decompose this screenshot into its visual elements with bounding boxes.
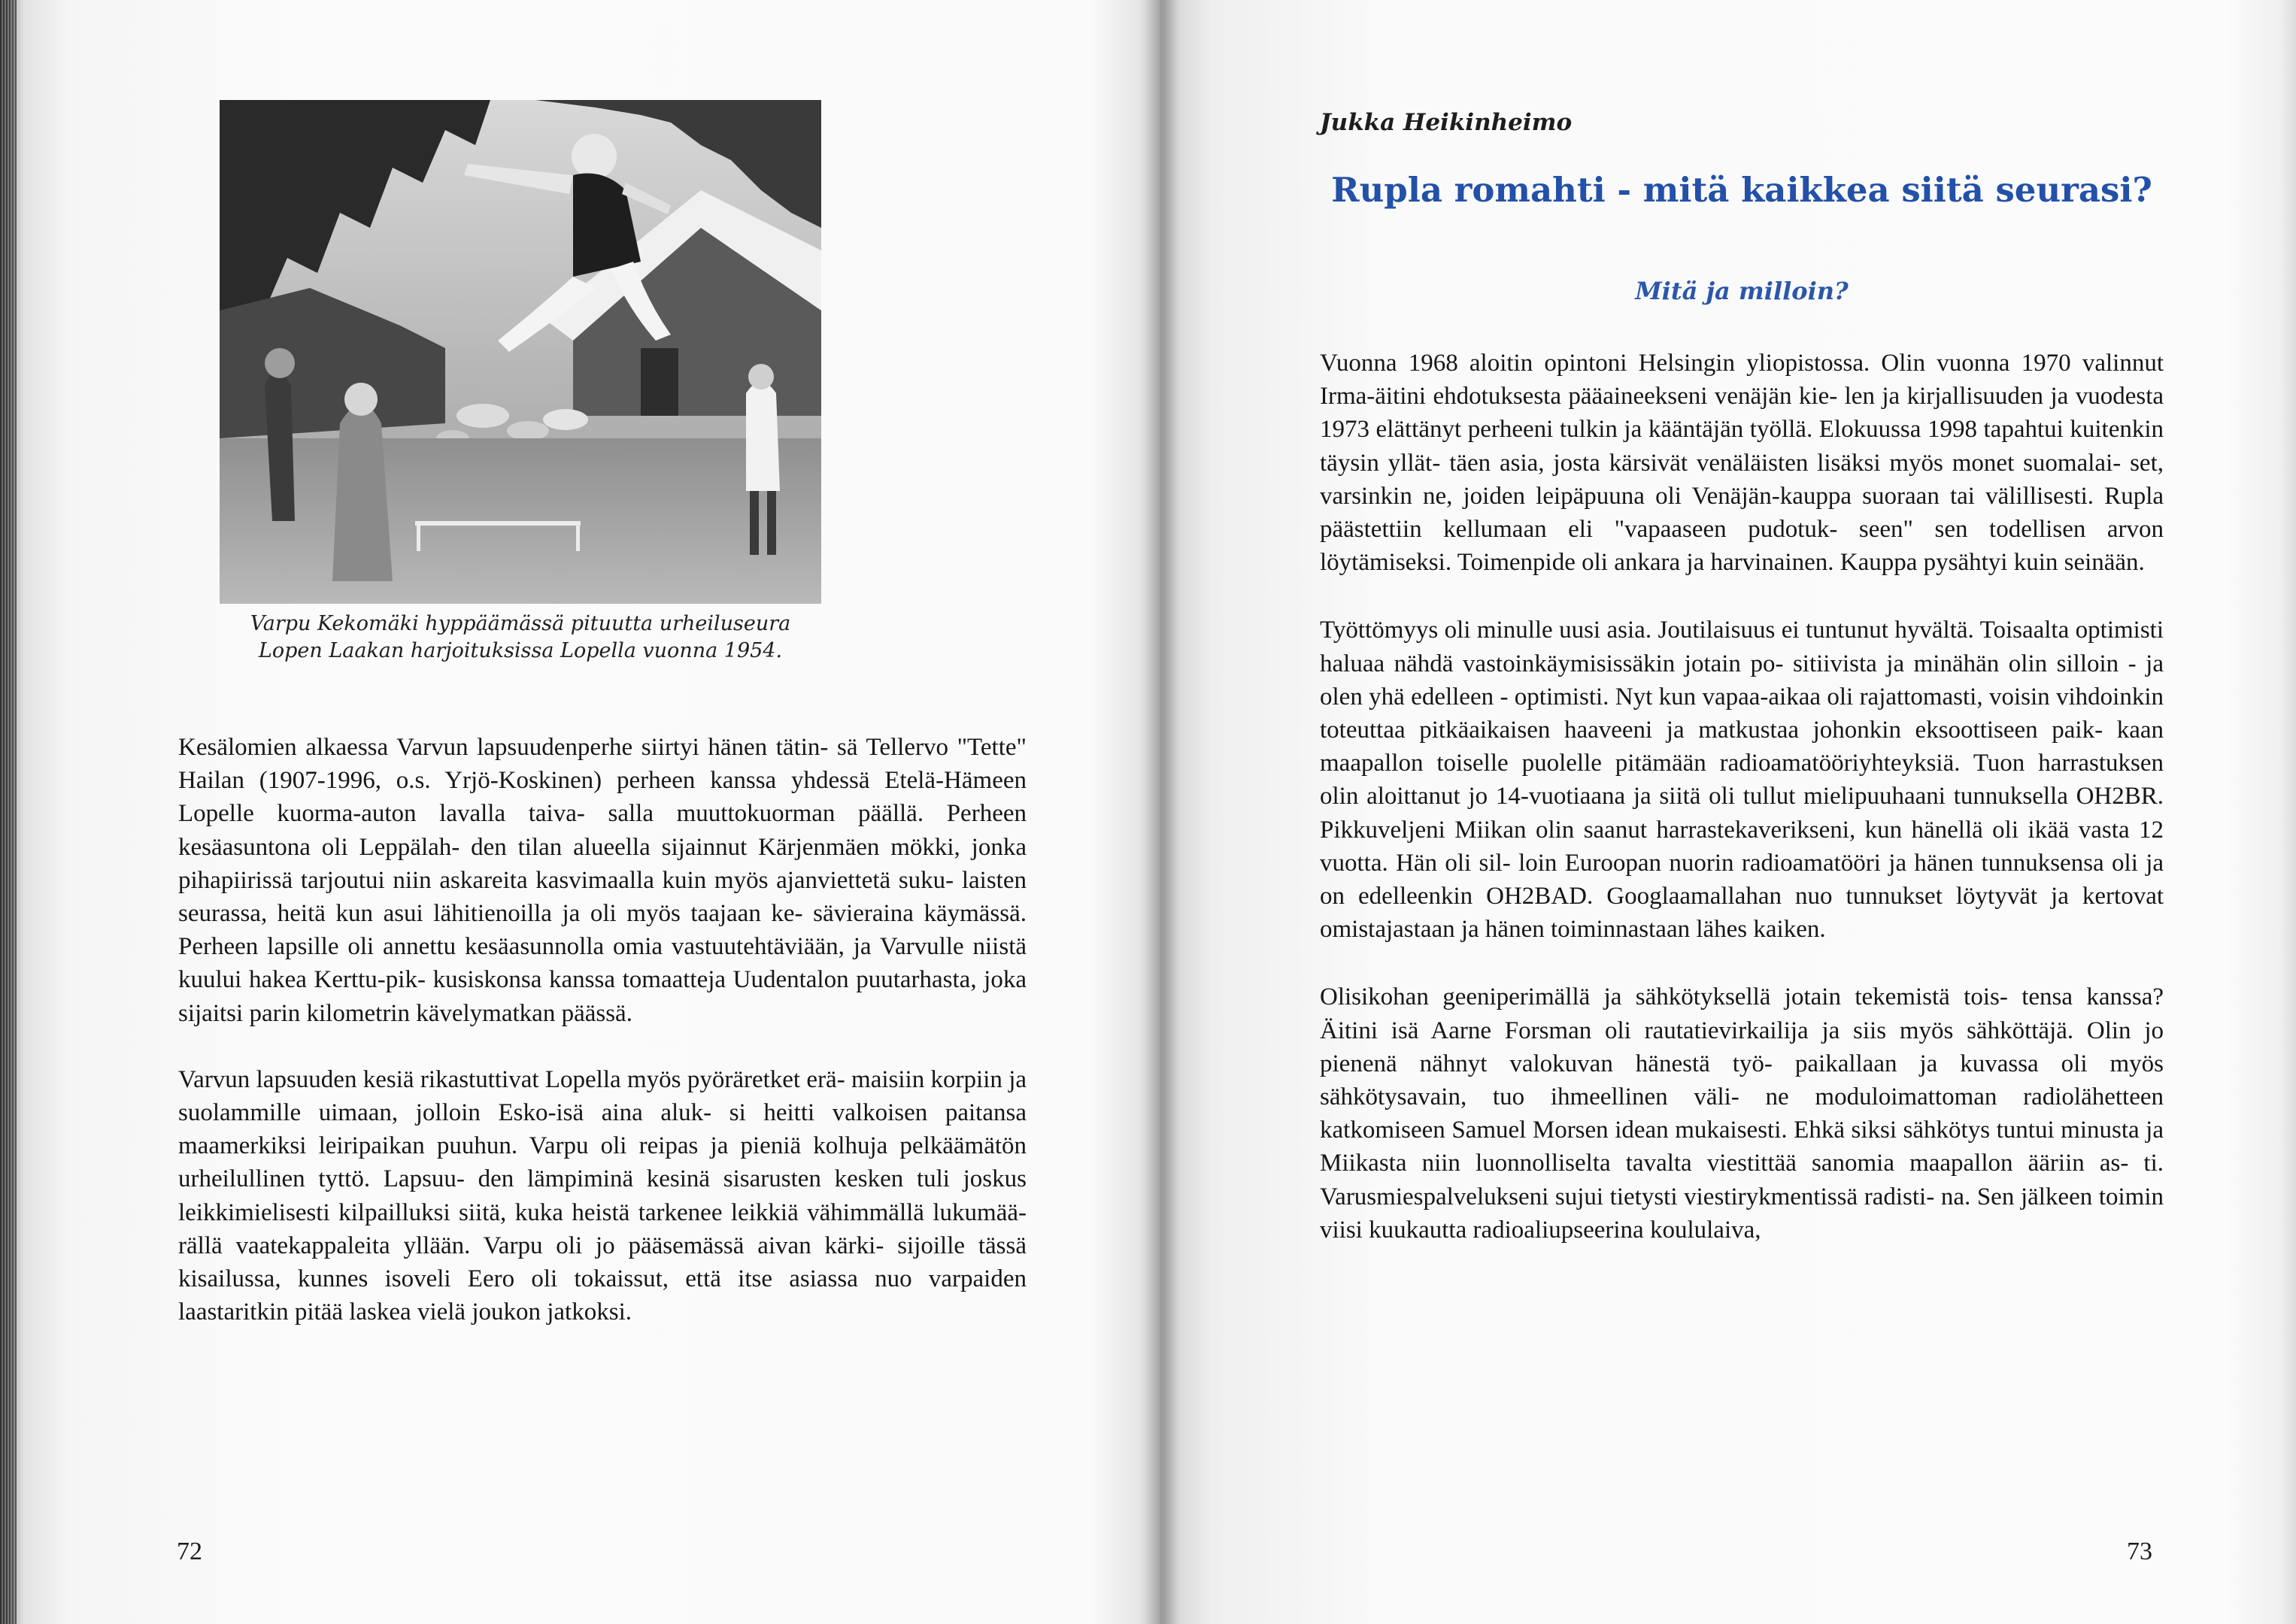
paragraph	[178, 731, 1027, 1030]
text-line: den lämpiminä kesinä sisarusten kesken tuli joskus leikkimielisesti	[178, 1165, 1027, 1226]
text-line: Nyt kun vapaa-aikaa oli rajattomasti, voisin vihdoinkin toteuttaa	[1320, 683, 2164, 744]
chapter-title: Rupla romahti - mitä kaikkea siitä seurasi?	[1331, 170, 2152, 210]
paragraph	[1320, 347, 2164, 579]
text-line: laisten seurassa, heitä kun asui lähitienoilla ja oli myös taajaan ke-	[178, 866, 1027, 928]
section-subtitle: Mitä ja milloin?	[1635, 277, 1849, 305]
text-line: kilpailluksi siitä, kuka heistä tarkenee leikkiä vähimmällä lukumää-	[338, 1198, 1027, 1226]
author-name: Jukka Heikinheimo	[1320, 109, 1573, 136]
text-line: seen" sen todellisen arvon löytämiseksi. Toimenpide oli ankara ja	[1320, 516, 2164, 577]
text-line: sijoille tässä kisailussa, kunnes isoveli Eero oli tokaissut, että itse	[178, 1232, 1027, 1293]
text-line: niin luonnolliselta tavalta viestittää sanomia maapallon ääriin as-	[1421, 1150, 2129, 1177]
text-line: asiassa nuo varpaiden laastaritkin pitää laskea vielä joukon jatkoksi.	[178, 1265, 1027, 1326]
text-line: edelleenkin OH2BAD. Googlaamallahan nuo tunnukset löytyvät ja	[1358, 883, 2069, 910]
text-line: 1970 valinnut Irma-äitini ehdotuksesta pääaineekseni venäjän kie-	[1320, 350, 2164, 411]
text-line: sitiivista ja minähän olin silloin - ja olen yhä edelleen - optimisti.	[1320, 650, 2164, 710]
text-line: Tuon harrastuksen olin aloittanut jo 14-vuotiaana ja siitä oli tullut	[1320, 750, 2164, 810]
left-page-text	[178, 731, 1027, 1329]
text-line: mielipuuhaani tunnuksella OH2BR. Pikkuveljeni Miikan olin saanut	[1320, 783, 2164, 844]
text-line: kaan maapallon toiselle puolelle pitämään radioamatööriyhteyksiä.	[1320, 717, 2164, 777]
page-number: 72	[177, 1538, 202, 1565]
text-line: kanssa yhdessä Etelä-Hämeen Lopelle kuorma-auton lavalla taiva-	[178, 767, 1027, 828]
text-line: Työttömyys oli minulle uusi asia. Joutilaisuus ei tuntunut hyvältä.	[1320, 617, 1974, 644]
text-line: maisiin korpiin ja suolammille uimaan, jolloin Esko-isä aina aluk-	[178, 1065, 1027, 1127]
text-line: tai välillisesti. Rupla päästettiin kellumaan eli "vapaaseen pudotuk-	[1320, 482, 2164, 544]
text-line: Toisaalta optimisti haluaa nähdä vastoinkäymisissäkin jotain po-	[1320, 617, 2164, 677]
text-line: len ja kirjallisuuden ja vuodesta 1973 elättänyt perheeni tulkin ja	[1320, 383, 2164, 444]
caption-line: Varpu Kekomäki hyppäämässä pituutta urheiluseura	[250, 612, 791, 635]
text-line: tensa kanssa? Äitini isä Aarne Forsman oli rautatievirkailija ja siis	[1320, 983, 2164, 1044]
text-line: ne moduloimattoman radiolähetteen katkomiseen Samuel Morsen	[1320, 1083, 2164, 1144]
text-line: harrastekaverikseni, kun hänellä oli ikää vasta 12 vuotta. Hän oli sil-	[1320, 816, 2164, 877]
text-line: Varvun lapsuuden kesiä rikastuttivat Lopella myös pyöräretket erä-	[178, 1065, 845, 1093]
text-line: set, varsinkin ne, joiden leipäpuuna oli Venäjän-kauppa suoraan	[1320, 449, 2164, 510]
text-line: paikallaan ja kuvassa oli myös sähkötysavain, tuo ihmeellinen väli-	[1320, 1050, 2164, 1111]
text-line: sävieraina käymässä. Perheen lapsille oli annettu kesäasunnolla	[178, 900, 1027, 961]
text-line: rällä vaatekappaleita yllään. Varpu oli jo pääsemässä aivan kärki-	[178, 1232, 884, 1259]
right-page-text	[1320, 347, 2164, 1247]
paragraph	[178, 1063, 1027, 1329]
text-line: salla muuttokuorman päällä. Perheen kesäasuntona oli Leppälah-	[178, 800, 1027, 861]
text-line: si heitti valkoisen paitansa maamerkiksi leiripaikan puuhun. Varpu	[178, 1099, 1027, 1160]
text-line: kusiskonsa kanssa tomaatteja Uudentalon puutarhasta, joka sijaitsi	[178, 966, 1027, 1027]
text-line: Olisikohan geeniperimällä ja sähkötyksellä jotain tekemistä tois-	[1320, 983, 2008, 1011]
paragraph	[1320, 980, 2164, 1247]
jump-photo	[220, 100, 821, 604]
text-line: Vuonna 1968 aloitin opintoni Helsingin yliopistossa. Olin vuonna	[1320, 350, 2010, 377]
text-line: loin Euroopan nuorin radioamatööri ja hänen tunnuksensa oli ja on	[1320, 849, 2164, 910]
text-line: omia vastuutehtäviään, ja Varvulle niistä kuului hakea Kerttu-pik-	[178, 933, 1027, 994]
photo-caption	[220, 611, 821, 665]
text-line: myös sähköttäjä. Olin jo pienenä nähnyt valokuvan hänestä työ-	[1320, 1017, 2164, 1077]
text-line: na. Sen jälkeen toimin viisi kuukautta radioaliupseerina koululaiva,	[1320, 1183, 2164, 1244]
text-line: täen asia, josta kärsivät venäläisten lisäksi myös monet suomalai-	[1449, 449, 2122, 477]
text-line: oli reipas ja pieniä kolhuja pelkäämätön urheilullinen tyttö. Lapsuu-	[178, 1132, 1027, 1193]
caption-line: Lopen Laakan harjoituksissa Lopella vuonna 1954.	[258, 639, 783, 662]
page-edge-stack	[0, 0, 17, 1624]
text-line: parin kilometrin kävelymatkan päässä.	[249, 999, 632, 1027]
paragraph	[1320, 614, 2164, 946]
text-line: kääntäjän työllä. Elokuussa 1998 tapahtui kuitenkin täysin yllät-	[1320, 416, 2164, 477]
text-line: Kesälomien alkaessa Varvun lapsuudenperhe siirtyi hänen tätin-	[178, 734, 829, 761]
text-line: idean mukaisesti. Ehkä siksi sähkötys tuntui minusta ja Miikasta	[1320, 1116, 2164, 1177]
long-jump-photo-image	[220, 100, 821, 604]
text-line: harvinainen. Kauppa pysähtyi kuin seinään.	[1710, 549, 2145, 577]
page-number: 73	[2127, 1538, 2152, 1565]
text-line: sä Tellervo "Tette" Hailan (1907-1996, o.s. Yrjö-Koskinen) perheen	[178, 734, 1027, 795]
text-line: tarjoutui niin askareita kasvimaalla kuin myös ajanviettetä suku-	[300, 866, 954, 894]
text-line: kertovat omistajastaan ja hänen toiminnastaan lähes kaiken.	[1320, 883, 2164, 944]
text-line: den tilan alueella sijainnut Kärjenmäen mökki, jonka pihapiirissä	[178, 833, 1027, 894]
text-line: pitkäaikaisen haaveeni ja matkustaa johonkin eksoottiseen paik-	[1419, 717, 2103, 744]
text-line: ti. Varusmiespalvelukseni sujui tietysti viestirykmentissä radisti-	[1320, 1150, 2164, 1210]
